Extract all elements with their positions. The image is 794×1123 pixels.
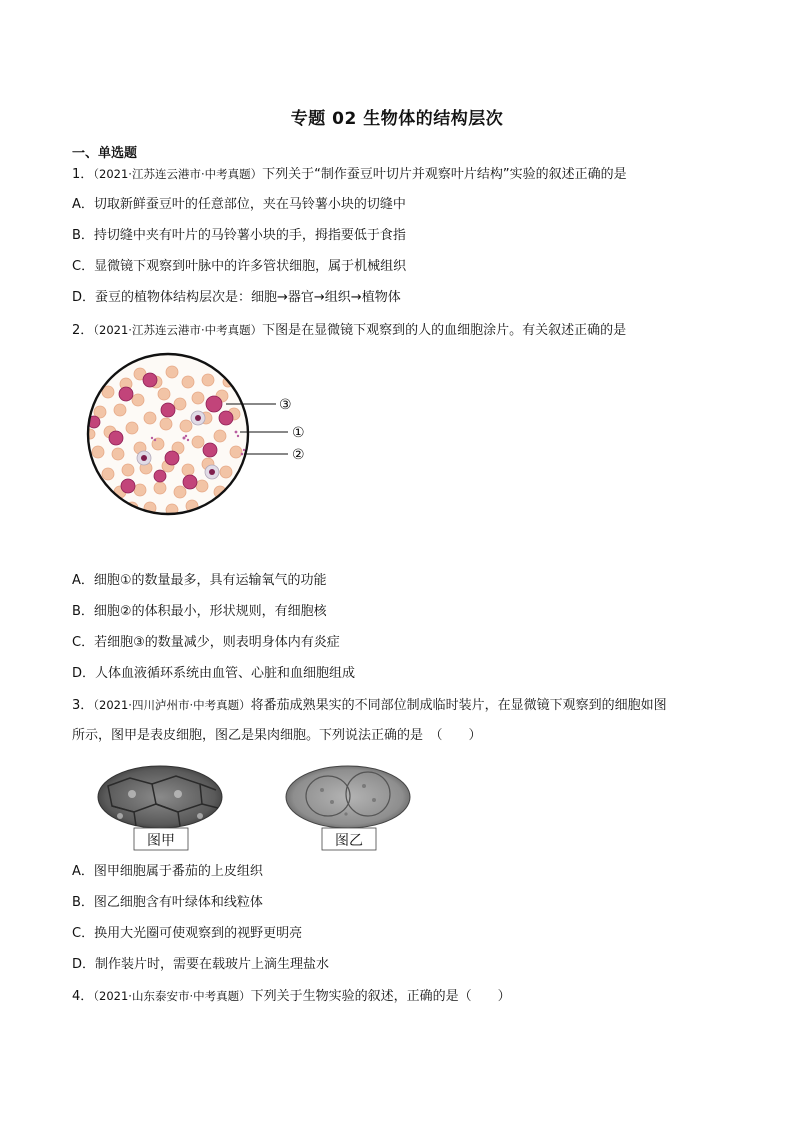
question-source: （2021·四川泸州市·中考真题）: [93, 698, 251, 712]
q2-option-b: B．细胞②的体积最小，形状规则，有细胞核: [72, 604, 327, 619]
figure-a-caption: 图甲: [147, 833, 175, 849]
q3-option-d: D．制作装片时，需要在载玻片上滴生理盐水: [72, 957, 330, 972]
question-text: 将番茄成熟果实的不同部位制成临时装片，在显微镜下观察到的细胞如图: [250, 698, 667, 713]
q3-option-b: B．图乙细胞含有叶绿体和线粒体: [72, 895, 263, 910]
label-cell-3: ③: [279, 397, 292, 413]
q1-option-a: A．切取新鲜蚕豆叶的任意部位，夹在马铃薯小块的切缝中: [72, 197, 406, 212]
label-cell-1: ①: [292, 425, 305, 441]
blood-smear-figure: [80, 352, 330, 527]
figure-b-caption: 图乙: [335, 833, 363, 849]
page-title: 专题 02 生物体的结构层次: [290, 109, 504, 129]
question-number: 4．: [72, 989, 94, 1004]
question-source: （2021·江苏连云港市·中考真题）: [93, 167, 263, 181]
question-4-stem: [72, 988, 511, 1005]
question-number: 1．: [72, 167, 94, 182]
question-number: 2．: [72, 323, 94, 338]
q1-option-d: D．蚕豆的植物体结构层次是：细胞→器官→组织→植物体: [72, 290, 401, 305]
question-number: 3．: [72, 698, 94, 713]
q3-option-c: C．换用大光圈可使观察到的视野更明亮: [72, 926, 303, 941]
figure-a: [98, 766, 222, 850]
question-3-stem-cont: 所示，图甲是表皮细胞，图乙是果肉细胞。下列说法正确的是 （ ）: [72, 728, 482, 743]
question-1-stem: [72, 166, 627, 183]
tomato-cell-figures: [96, 764, 426, 856]
question-text: 下列关于生物实验的叙述，正确的是（ ）: [250, 989, 511, 1004]
question-2-stem: [72, 322, 626, 339]
section-heading: 一、单选题: [72, 146, 138, 161]
q1-option-c: C．显微镜下观察到叶脉中的许多管状细胞，属于机械组织: [72, 259, 407, 274]
question-text: 下列关于“制作蚕豆叶切片并观察叶片结构”实验的叙述正确的是: [262, 167, 627, 182]
q1-option-b: B．持切缝中夹有叶片的马铃薯小块的手，拇指要低于食指: [72, 228, 406, 243]
figure-b: [286, 766, 410, 850]
question-source: （2021·江苏连云港市·中考真题）: [93, 323, 263, 337]
q2-option-a: A．细胞①的数量最多，具有运输氧气的功能: [72, 573, 327, 588]
q3-option-a: A．图甲细胞属于番茄的上皮组织: [72, 864, 263, 879]
question-source: （2021·山东泰安市·中考真题）: [93, 989, 251, 1003]
q2-option-d: D．人体血液循环系统由血管、心脏和血细胞组成: [72, 666, 356, 681]
label-cell-2: ②: [292, 447, 305, 463]
q2-option-c: C．若细胞③的数量减少，则表明身体内有炎症: [72, 635, 340, 650]
question-text: 下图是在显微镜下观察到的人的血细胞涂片。有关叙述正确的是: [262, 323, 627, 338]
question-3-stem: [72, 697, 667, 714]
